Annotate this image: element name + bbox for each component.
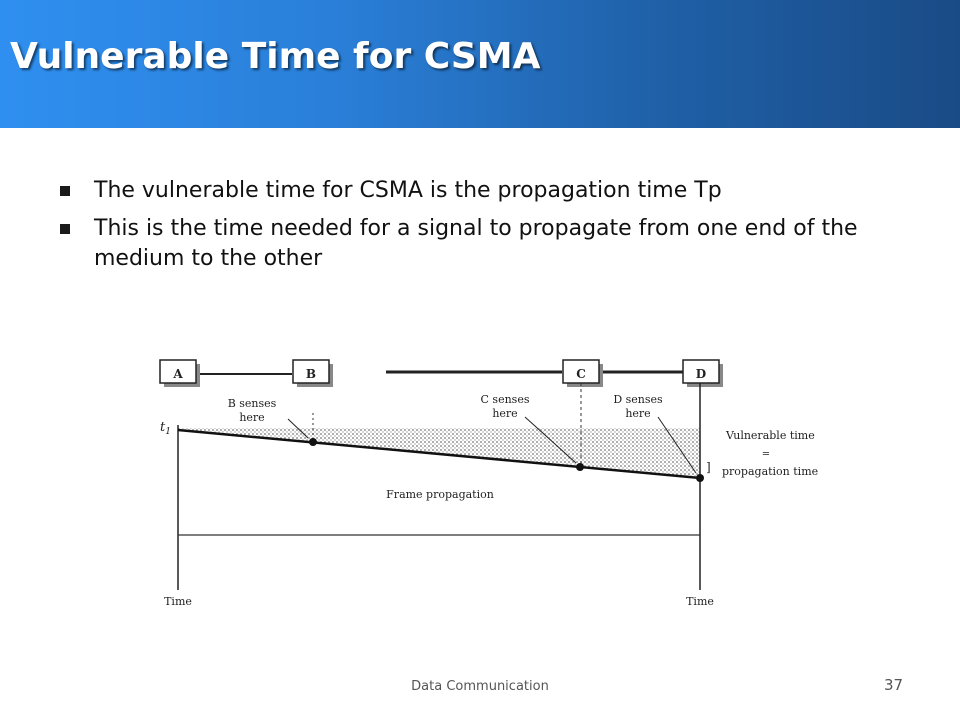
slide-title: Vulnerable Time for CSMA <box>10 36 541 77</box>
station-label: C <box>576 367 586 381</box>
bullet-text: This is the time needed for a signal to propagate from one end of the medium to the other <box>94 216 858 271</box>
station-a <box>160 360 200 387</box>
vulnerable-equals: = <box>761 449 771 460</box>
c-senses-label: C senses <box>480 393 530 406</box>
page-number: 37 <box>884 676 904 694</box>
station-label: B <box>305 367 317 381</box>
b-sense-point <box>309 438 317 446</box>
vulnerable-label: propagation time <box>722 465 819 478</box>
d-senses-label: D senses <box>613 393 663 406</box>
station-d <box>683 360 723 387</box>
c-sense-point <box>576 463 584 471</box>
station-b <box>293 360 333 387</box>
time-axis-label: Time <box>686 595 714 608</box>
b-senses-label: B senses <box>227 397 277 410</box>
vulnerable-bracket: ] <box>706 460 711 474</box>
frame-propagation-label: Frame propagation <box>386 488 494 501</box>
bullet-item <box>58 214 918 273</box>
station-label: A <box>173 367 183 381</box>
bullet-text: The vulnerable time for CSMA is the propagation time Tp <box>94 178 722 203</box>
bullet-list <box>58 176 918 282</box>
station-label: D <box>695 367 707 381</box>
b-senses-label: here <box>239 411 265 424</box>
square-bullet-icon <box>60 186 70 196</box>
c-senses-label: here <box>492 407 518 420</box>
d-senses-label: here <box>625 407 651 420</box>
start-time-label: $t_1$ <box>160 420 171 437</box>
title-bar <box>0 0 960 128</box>
bullet-item <box>58 176 918 205</box>
time-axis-label: Time <box>164 595 192 608</box>
footer-text: Data Communication <box>411 679 549 694</box>
vulnerable-label: Vulnerable time <box>726 429 815 442</box>
d-sense-point <box>696 474 704 482</box>
csma-vulnerable-time-diagram <box>140 345 840 615</box>
station-c <box>563 360 603 387</box>
square-bullet-icon <box>60 224 70 234</box>
